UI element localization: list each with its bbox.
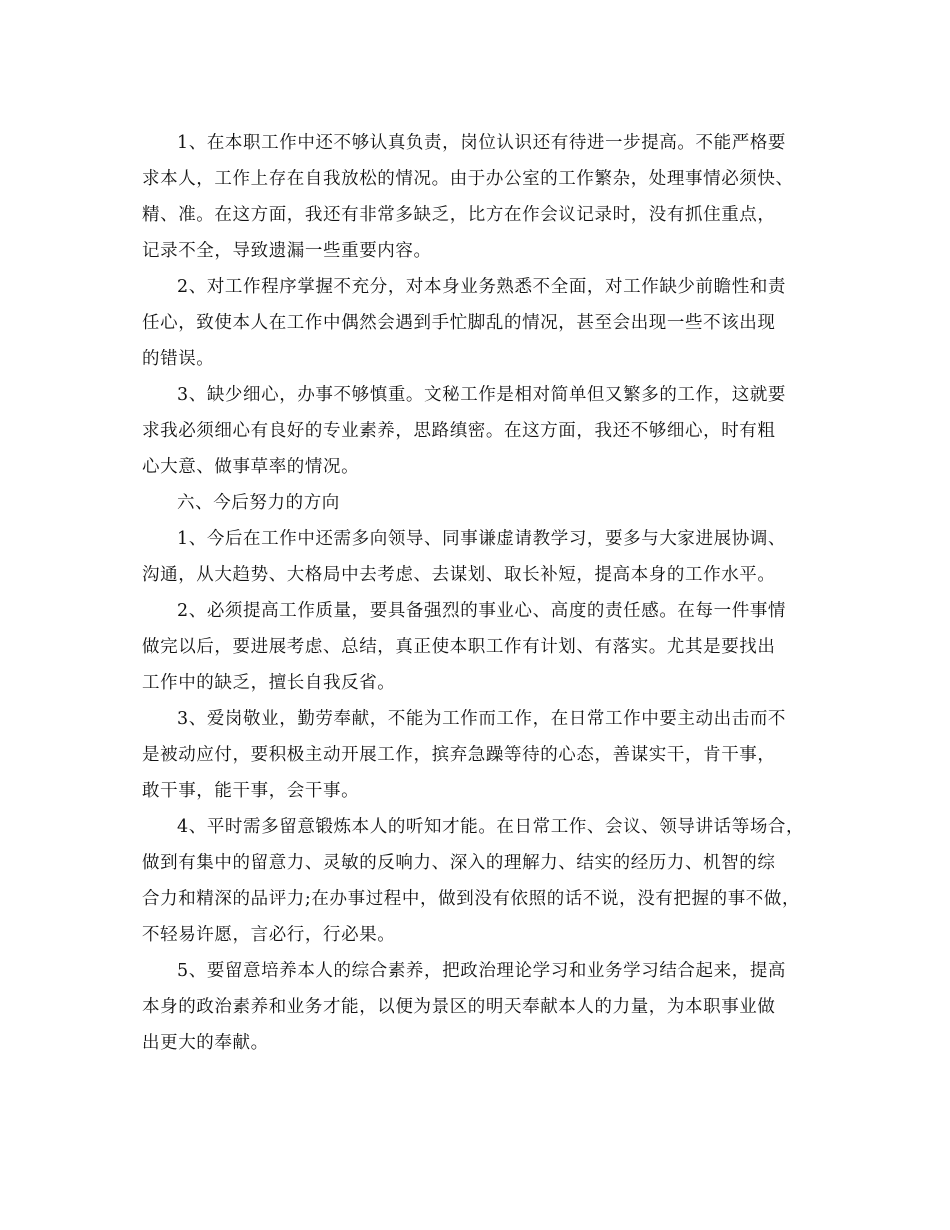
text-line: 沟通，从大趋势、大格局中去考虑、去谋划、取长补短，提高本身的工作水平。 [142, 565, 776, 585]
text-line: 2、必须提高工作质量，要具备强烈的事业心、高度的责任感。在每一件事情 [177, 601, 787, 621]
text-line: 做完以后，要进展考虑、总结，真正使本职工作有计划、有落实。尤其是要找出 [142, 637, 776, 657]
text-line: 精、准。在这方面，我还有非常多缺乏，比方在作会议记录时，没有抓住重点， [142, 205, 776, 225]
text-line: 心大意、做事草率的情况。 [142, 457, 360, 477]
text-line: 5、要留意培养本人的综合素养，把政治理论学习和业务学习结合起来，提高 [177, 961, 787, 981]
text-line: 求我必须细心有良好的专业素养，思路缜密。在这方面，我还不够细心，时有粗 [142, 421, 776, 441]
text-line: 本身的政治素养和业务才能，以便为景区的明天奉献本人的力量，为本职事业做 [142, 997, 776, 1017]
text-line: 任心，致使本人在工作中偶然会遇到手忙脚乱的情况，甚至会出现一些不该出现 [142, 313, 776, 333]
text-line: 是被动应付，要积极主动开展工作，摈弃急躁等待的心态，善谋实干，肯干事， [142, 745, 776, 765]
text-line: 1、在本职工作中还不够认真负责，岗位认识还有待进一步提高。不能严格要 [177, 133, 787, 153]
text-line: 求本人，工作上存在自我放松的情况。由于办公室的工作繁杂，处理事情必须快、 [142, 169, 794, 189]
text-line: 2、对工作程序掌握不充分，对本身业务熟悉不全面，对工作缺少前瞻性和责 [177, 277, 787, 297]
text-line: 的错误。 [142, 349, 215, 369]
text-line: 3、缺少细心，办事不够慎重。文秘工作是相对简单但又繁多的工作，这就要 [177, 385, 787, 405]
text-line: 工作中的缺乏，擅长自我反省。 [142, 673, 396, 693]
text-line: 3、爱岗敬业，勤劳奉献，不能为工作而工作，在日常工作中要主动出击而不 [177, 709, 787, 729]
text-line: 4、平时需多留意锻炼本人的听知才能。在日常工作、会议、领导讲话等场合， [177, 817, 805, 837]
text-line: 敢干事，能干事，会干事。 [142, 781, 360, 801]
text-line: 1、今后在工作中还需多向领导、同事谦虚请教学习，要多与大家进展协调、 [177, 529, 787, 549]
text-line: 记录不全，导致遗漏一些重要内容。 [142, 241, 432, 261]
text-line: 做到有集中的留意力、灵敏的反响力、深入的理解力、结实的经历力、机智的综 [142, 853, 776, 873]
text-line: 合力和精深的品评力;在办事过程中，做到没有依照的话不说，没有把握的事不做， [142, 889, 801, 909]
section-heading: 六、今后努力的方向 [177, 493, 340, 513]
text-line: 不轻易许愿，言必行，行必果。 [142, 925, 396, 945]
text-line: 出更大的奉献。 [142, 1033, 269, 1053]
